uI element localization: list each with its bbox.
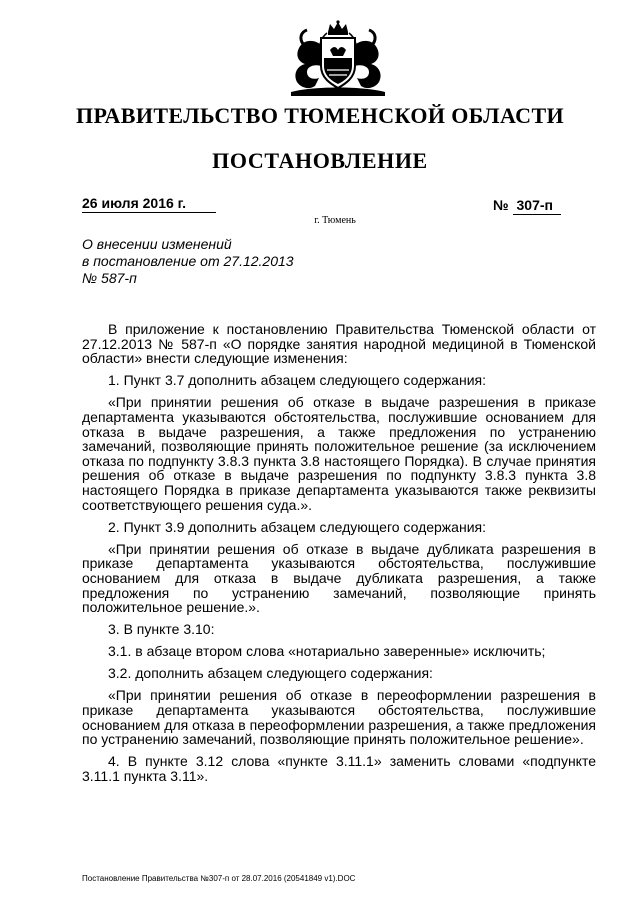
body-paragraph: 3.2. дополнить абзацем следующего содержания: [108, 665, 433, 682]
number-value: 307-п [513, 197, 561, 215]
document-body [82, 322, 596, 784]
coat-of-arms-icon [283, 20, 393, 98]
body-paragraph: «При принятии решения об отказе в выдаче разрешения в приказе департамента указываются обстоятельства, послужившие основанием для отказа в выдаче разрешения, а также предложения по устранению замечаний, позволяющие принять положительное решение (за исключением отказа по подпункту 3.8.3 пункта 3.8 настоящего Порядка). В случае принятия решения об отказе в выдаче разрешения по подпункту 3.8.3 пункта 3.8 настоящего Порядка в приказе департамента указываются также реквизиты соответствующего решения суда.». [82, 394, 596, 513]
body-paragraph: 2. Пункт 3.9 дополнить абзацем следующего содержания: [108, 518, 486, 535]
document-subject [82, 236, 342, 287]
body-paragraph: 1. Пункт 3.7 дополнить абзацем следующего содержания: [108, 372, 486, 389]
body-paragraph: «При принятии решения об отказе в переоформлении разрешения в приказе департамента указываются обстоятельства, послужившие основанием для отказа в переоформлении разрешения, а также предложения по устранению замечаний, позволяющие принять положительное решение». [82, 687, 596, 748]
document-date: 26 июля 2016 г. [82, 195, 216, 213]
subject-line: О внесении изменений [82, 236, 232, 252]
subject-line: в постановление от 27.12.2013 [82, 253, 294, 269]
government-name: ПРАВИТЕЛЬСТВО ТЮМЕНСКОЙ ОБЛАСТИ [75, 103, 565, 128]
body-paragraph: 4. В пункте 3.12 слова «пункте 3.11.1» заменить словами «подпункте 3.11.1 пункта 3.11». [82, 753, 596, 784]
body-paragraph: «При принятии решения об отказе в выдаче дубликата разрешения в приказе департамента указываются обстоятельства, послужившие основанием для отказа в выдаче дубликата разрешения, а также предложения по устранению замечаний, позволяющие принять положительное решение.». [82, 540, 596, 616]
number-prefix: № [493, 197, 509, 213]
document-number [493, 197, 561, 215]
document-city: г. Тюмень [314, 215, 356, 226]
body-paragraph: 3. В пункте 3.10: [108, 621, 215, 638]
body-paragraph: В приложение к постановлению Правительства Тюменской области от 27.12.2013 № 587-п «О порядке занятия народной медициной в Тюменской области» внести следующие изменения: [82, 321, 596, 367]
document-type: ПОСТАНОВЛЕНИЕ [212, 148, 428, 173]
body-paragraph: 3.1. в абзаце втором слова «нотариально заверенные» исключить; [108, 643, 546, 660]
document-footer: Постановление Правительства №307-п от 28.07.2016 (20541849 v1).DOC [82, 874, 356, 883]
subject-line: № 587-п [82, 270, 137, 286]
